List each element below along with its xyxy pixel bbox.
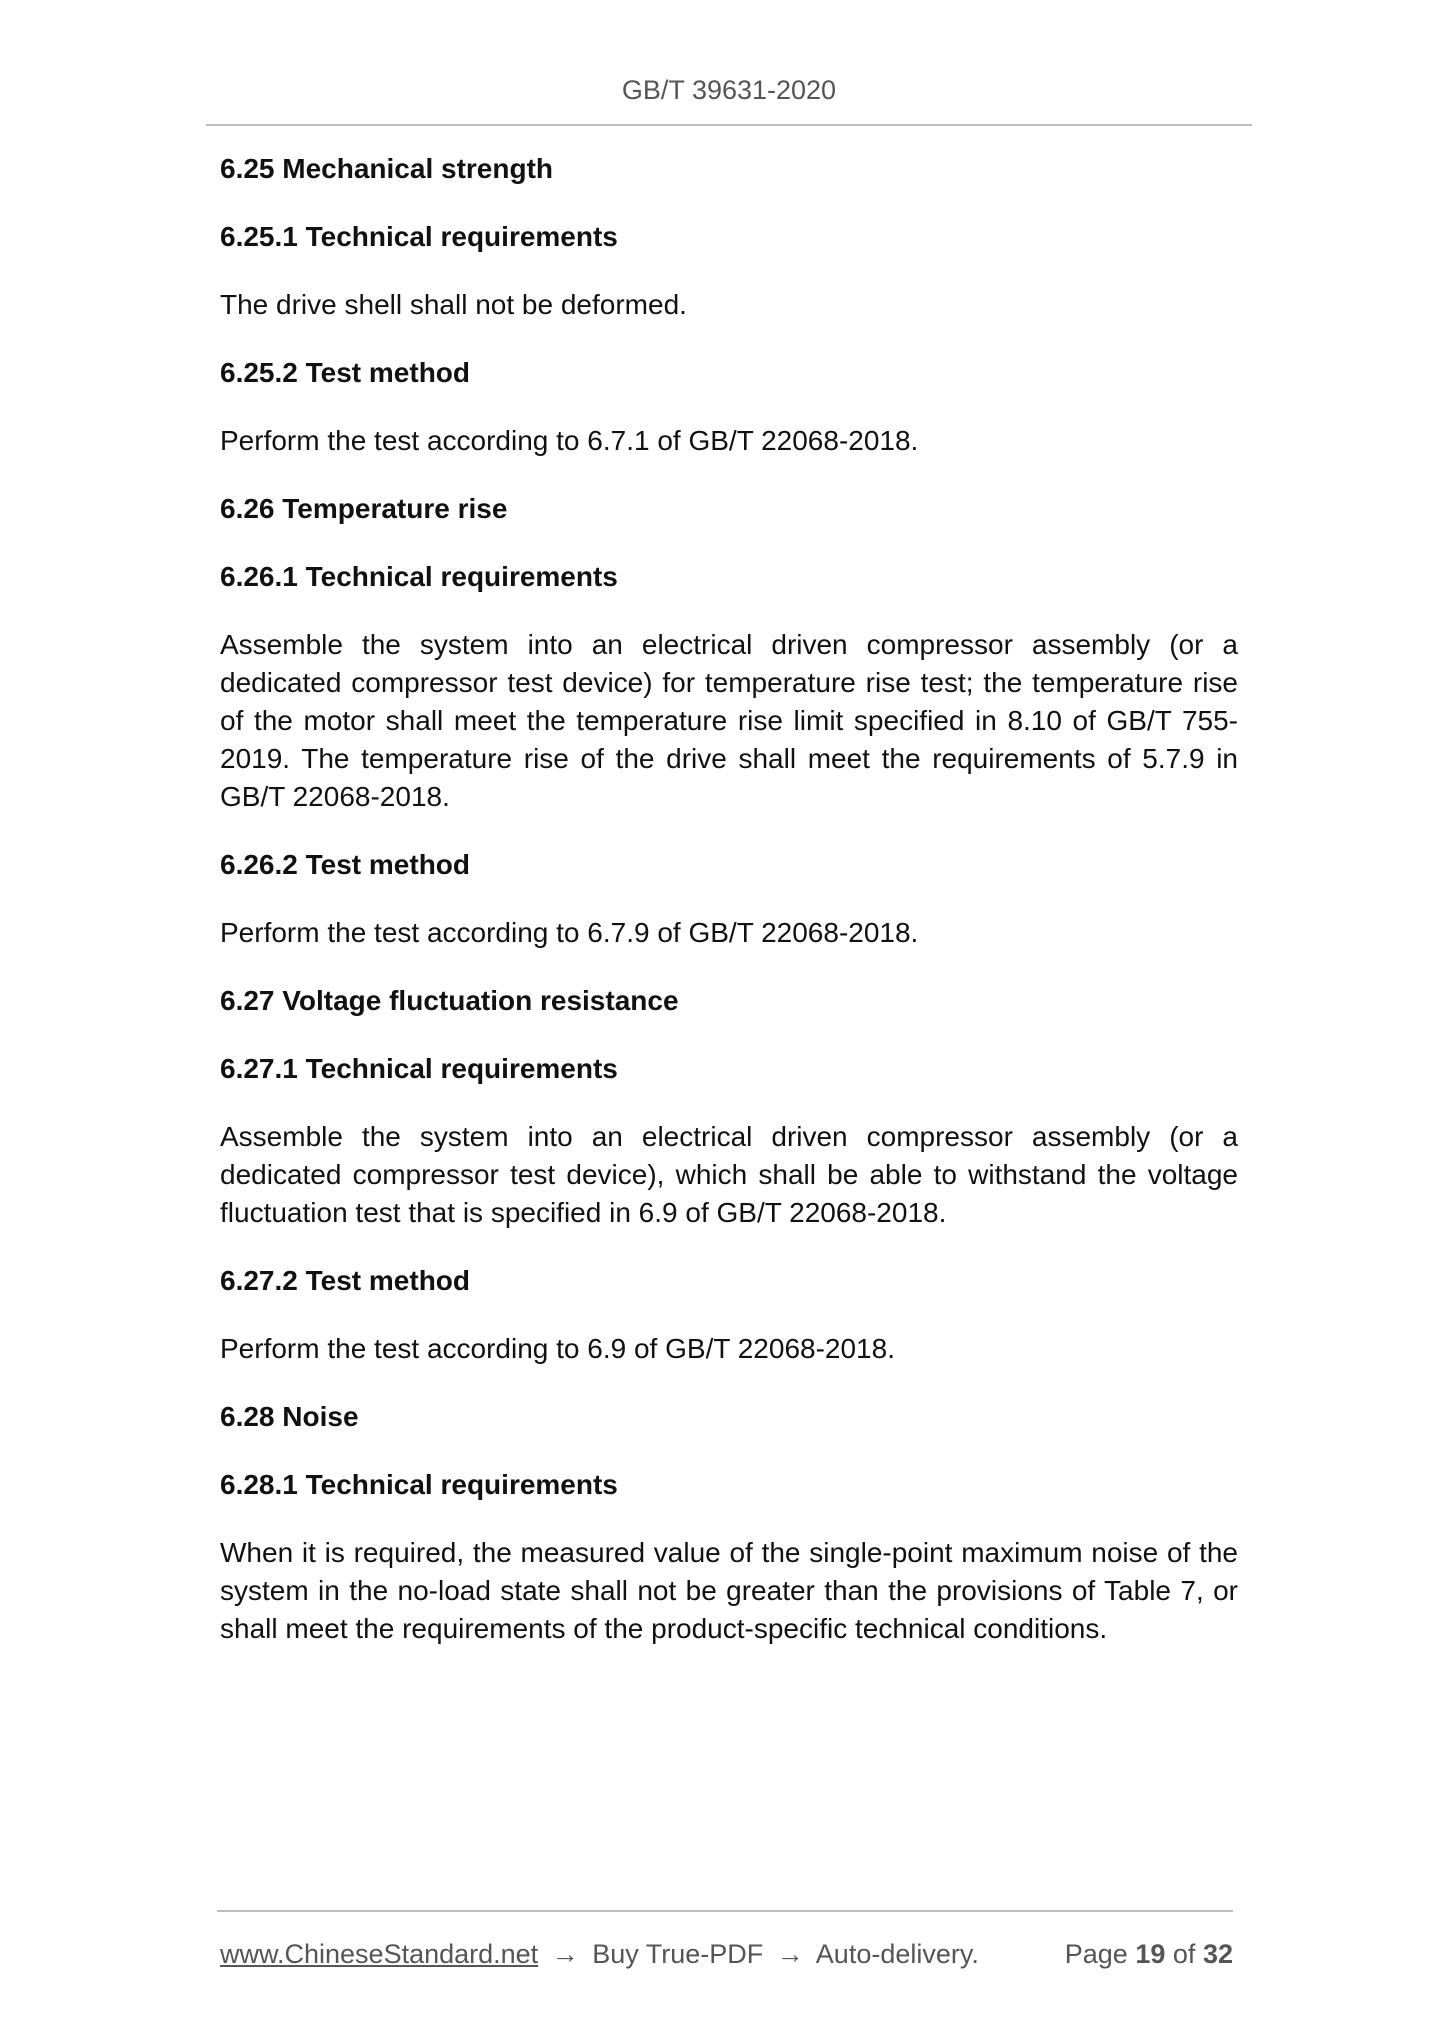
arrow-right-icon: →	[776, 1939, 804, 1969]
section-heading: 6.25.2 Test method	[220, 357, 471, 388]
website-link[interactable]: www.ChineseStandard.net	[220, 1939, 539, 1969]
page-indicator	[1065, 1934, 1233, 1974]
page-header	[206, 70, 1252, 126]
paragraph: Assemble the system into an electrical driven compressor assembly (or a dedicated compressor test device), which shall be able to withstand the voltage fluctuation test that is specified in 6.9 of GB/T 22068-2018.	[220, 1121, 1238, 1228]
paragraph: When it is required, the measured value of the single-point maximum noise of the system in the no-load state shall not be greater than the provisions of Table 7, or shall meet the requirements of the product-specific technical conditions.	[220, 1537, 1238, 1644]
section-heading: 6.26.1 Technical requirements	[220, 561, 618, 592]
section-heading: 6.27 Voltage fluctuation resistance	[220, 985, 679, 1016]
paragraph: Assemble the system into an electrical driven compressor assembly (or a dedicated compressor test device) for temperature rise test; the temperature rise of the motor shall meet the temperature rise limit specified in 8.10 of GB/T 755-2019. The temperature rise of the drive shall meet the requirements of 5.7.9 in GB/T 22068-2018.	[220, 629, 1238, 812]
section-heading: 6.28 Noise	[220, 1401, 359, 1432]
footer-links	[220, 1934, 979, 1974]
document-body	[220, 150, 1238, 1678]
section-heading: 6.27.2 Test method	[220, 1265, 471, 1296]
section-heading: 6.26.2 Test method	[220, 849, 471, 880]
paragraph: Perform the test according to 6.7.1 of GB/T 22068-2018.	[220, 425, 919, 456]
page-label: Page	[1064, 1939, 1128, 1969]
buy-text: Buy True-PDF	[592, 1939, 764, 1969]
of-label: of	[1172, 1939, 1196, 1969]
current-page-number: 19	[1135, 1939, 1166, 1969]
section-heading: 6.25.1 Technical requirements	[220, 221, 618, 252]
section-heading: 6.28.1 Technical requirements	[220, 1469, 618, 1500]
paragraph: Perform the test according to 6.9 of GB/T 22068-2018.	[220, 1333, 895, 1364]
paragraph: The drive shell shall not be deformed.	[220, 289, 687, 320]
delivery-text: Auto-delivery.	[815, 1939, 979, 1969]
paragraph: Perform the test according to 6.7.9 of GB/T 22068-2018.	[220, 917, 919, 948]
document-id: GB/T 39631-2020	[621, 75, 837, 105]
page-footer	[217, 1910, 1233, 1969]
section-heading: 6.26 Temperature rise	[220, 493, 508, 524]
section-heading: 6.25 Mechanical strength	[220, 153, 554, 184]
total-page-count: 32	[1202, 1939, 1233, 1969]
section-heading: 6.27.1 Technical requirements	[220, 1053, 618, 1084]
arrow-right-icon: →	[551, 1939, 579, 1969]
